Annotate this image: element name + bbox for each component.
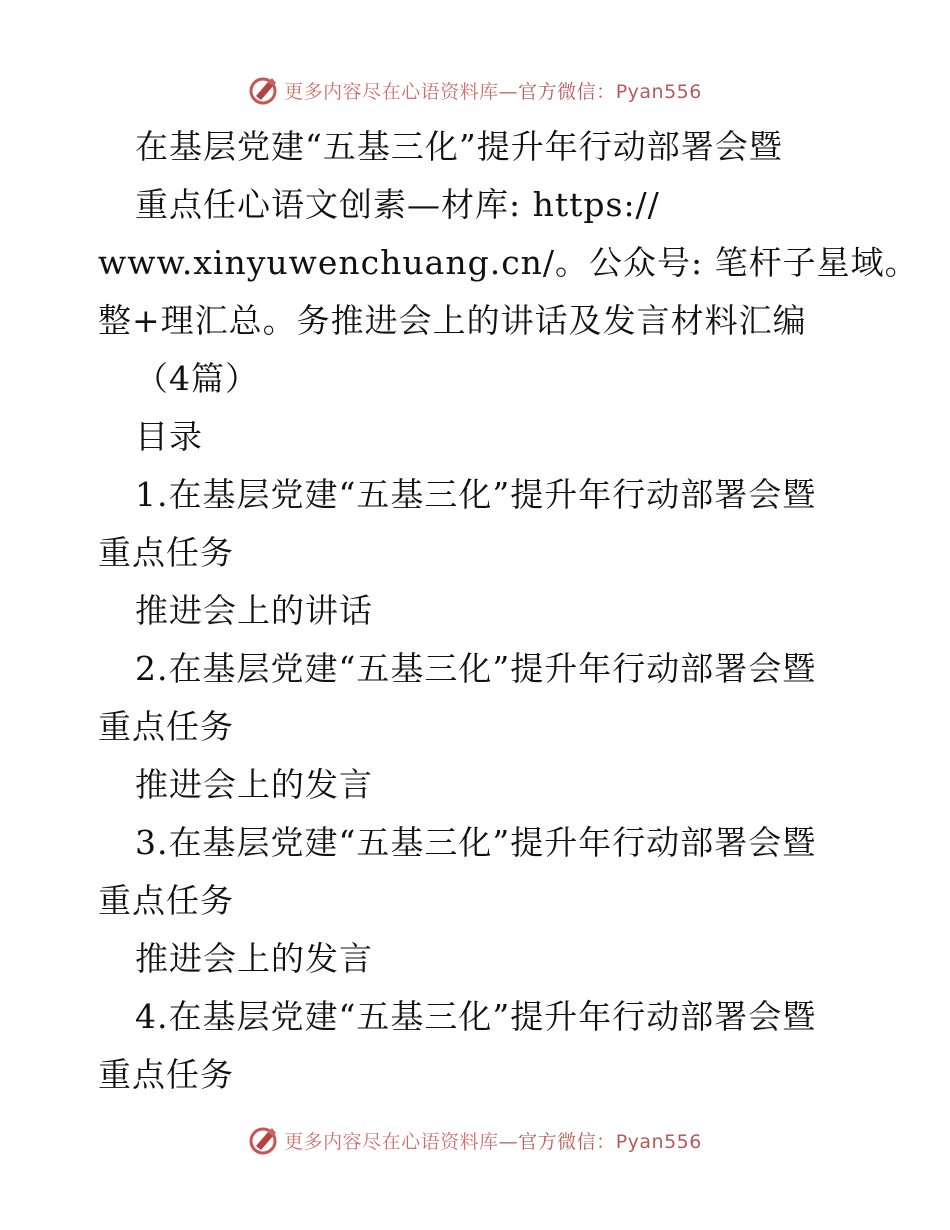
title-line-1: 在基层党建“五基三化”提升年行动部署会暨: [135, 127, 783, 166]
title-line-3: www.xinyuwenchuang.cn/。公众号: 笔杆子星域。: [98, 243, 919, 282]
toc-item-1-line-3: 推进会上的讲话: [135, 591, 373, 630]
title-line-4: 整+理汇总。务推进会上的讲话及发言材料汇编: [98, 301, 807, 340]
toc-item-4-line-2: 重点任务: [98, 1055, 234, 1094]
banner-text: 更多内容尽在心语资料库—官方微信：Pyan556: [284, 80, 702, 103]
toc-heading: 目录: [135, 417, 203, 456]
footer-banner: [0, 1120, 950, 1160]
pen-circle-logo-icon: [248, 74, 280, 106]
toc-item-2-line-3: 推进会上的发言: [135, 765, 373, 804]
title-line-5: （4篇）: [135, 359, 259, 398]
toc-item-1-line-2: 重点任务: [98, 533, 234, 572]
banner-text: 更多内容尽在心语资料库—官方微信：Pyan556: [284, 1130, 702, 1153]
document-body: [98, 118, 919, 1104]
toc-item-4-line-1: 4.在基层党建“五基三化”提升年行动部署会暨: [135, 997, 817, 1036]
title-line-2: 重点任心语文创素—材库: https://: [135, 185, 660, 224]
toc-item-3-line-3: 推进会上的发言: [135, 939, 373, 978]
toc-item-2-line-1: 2.在基层党建“五基三化”提升年行动部署会暨: [135, 649, 817, 688]
toc-item-2-line-2: 重点任务: [98, 707, 234, 746]
toc-item-3-line-1: 3.在基层党建“五基三化”提升年行动部署会暨: [135, 823, 817, 862]
toc-item-1-line-1: 1.在基层党建“五基三化”提升年行动部署会暨: [135, 475, 817, 514]
pen-circle-logo-icon: [248, 1124, 280, 1156]
toc-item-3-line-2: 重点任务: [98, 881, 234, 920]
header-banner: [0, 70, 950, 110]
